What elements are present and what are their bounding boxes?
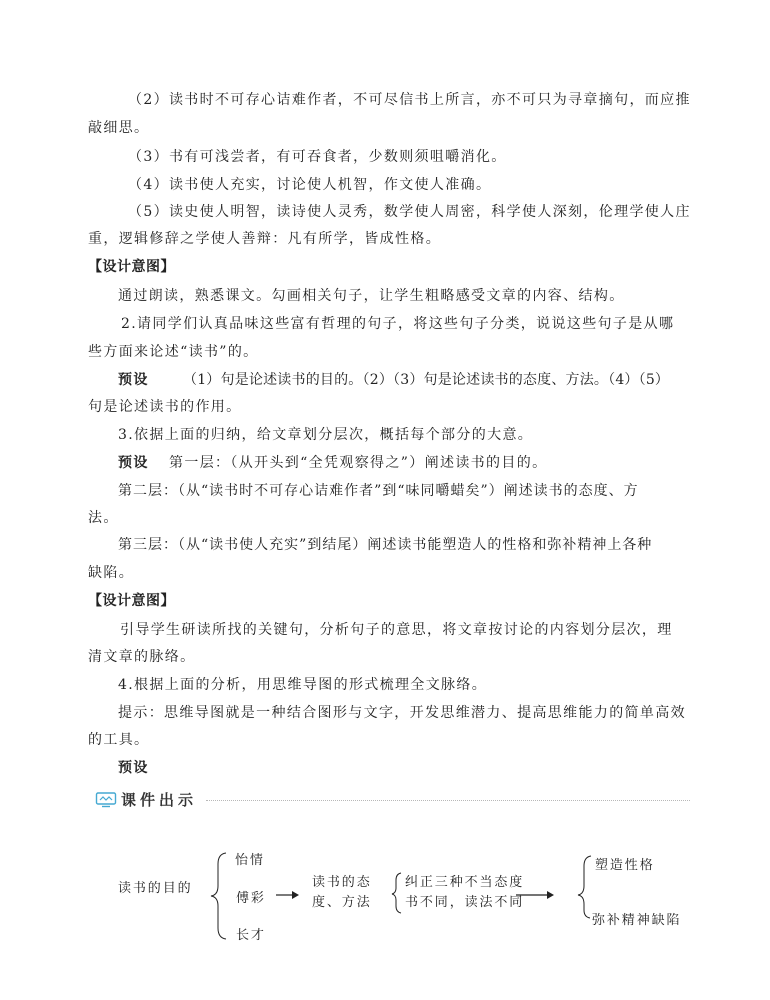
design-intent-heading: 【设计意图】: [88, 593, 175, 609]
task-3: 3.依据上面的归纳，给文章划分层次，概括每个部分的大意。: [118, 427, 534, 443]
layer-2-line-2: 法。: [88, 510, 119, 526]
layer-1: 第一层：（从开头到“全凭观察得之”）阐述读书的目的。: [169, 455, 548, 471]
brace-1: [211, 853, 226, 939]
layer-3-line-1: 第三层：（从“读书使人充实”到结尾）阐述读书能塑造人的性格和弥补精神上各种: [118, 537, 653, 553]
task-4: 4.根据上面的分析，用思维导图的形式梳理全文脉络。: [118, 677, 488, 693]
hint-line-2: 的工具。: [88, 732, 150, 748]
brace-2: [392, 873, 401, 913]
quote-4: （4）读书使人充实，讨论使人机智，作文使人准确。: [128, 177, 492, 193]
brace-3: [578, 856, 591, 918]
preset-label: 预设: [118, 455, 149, 471]
mindmap-root: 读书的目的: [118, 881, 193, 896]
design-intent-text: 通过朗读，熟悉课文。勾画相关句子，让学生粗略感受文章的内容、结构。: [118, 288, 625, 304]
screen-icon: [95, 792, 117, 808]
quote-5-line-2: 重，逻辑修辞之学使人善辩：凡有所学，皆成性格。: [88, 231, 442, 247]
preset-2-line-2: 句是论述读书的作用。: [88, 399, 242, 415]
mindmap-attitude-point: 书不同，读法不同: [405, 895, 525, 910]
dotted-divider: [206, 800, 690, 801]
quote-2-line-1: （2）读书时不可存心诘难作者，不可尽信书上所言，亦不可只为寻章摘句，而应推: [128, 92, 691, 108]
quote-5-line-1: （5）读史使人明智，读诗使人灵秀，数学使人周密，科学使人深刻，伦理学使人庄: [128, 204, 691, 220]
mindmap-purpose: 傅彩: [236, 891, 266, 906]
mindmap-attitude-line-1: 读书的态: [312, 875, 372, 890]
courseware-title: 课件出示: [121, 791, 198, 809]
layer-3-line-2: 缺陷。: [88, 565, 135, 581]
arrow-2-head: [547, 891, 554, 899]
mindmap-effect: 塑造性格: [595, 858, 655, 873]
task-2-line-1: 2.请同学们认真品味这些富有哲理的句子，将这些句子分类，说说这些句子是从哪: [121, 316, 675, 332]
design-intent-2-line-2: 清文章的脉络。: [88, 649, 196, 665]
quote-2-line-2: 敲细思。: [88, 120, 150, 136]
mind-map-connectors: [0, 840, 770, 950]
task-2-line-2: 些方面来论述“读书”的。: [88, 344, 259, 360]
design-intent-heading: 【设计意图】: [88, 259, 175, 275]
preset-label: 预设: [118, 372, 149, 388]
quote-3: （3）书有可浅尝者，有可吞食者，少数则须咀嚼消化。: [128, 149, 507, 165]
mindmap-purpose: 长才: [236, 928, 266, 943]
preset-label: 预设: [118, 760, 149, 776]
mindmap-effect: 弥补精神缺陷: [592, 913, 682, 928]
design-intent-2-line-1: 引导学生研读所找的关键句，分析句子的意思，将文章按讨论的内容划分层次，理: [120, 622, 673, 638]
mindmap-attitude-point: 纠正三种不当态度: [405, 875, 525, 890]
layer-2-line-1: 第二层：（从“读书时不可存心诘难作者”到“味同嚼蜡矣”）阐述读书的态度、方: [118, 483, 639, 499]
arrow-1-head: [292, 891, 299, 899]
mindmap-purpose: 怡情: [235, 853, 265, 868]
mindmap-attitude-line-2: 度、方法: [312, 895, 372, 910]
hint-line-1: 提示：思维导图就是一种结合图形与文字，开发思维潜力、提高思维能力的简单高效: [118, 705, 686, 721]
preset-2-line-1: （1）句是论述读书的目的。（2）（3）句是论述读书的态度、方法。（4）（5）: [183, 372, 670, 388]
